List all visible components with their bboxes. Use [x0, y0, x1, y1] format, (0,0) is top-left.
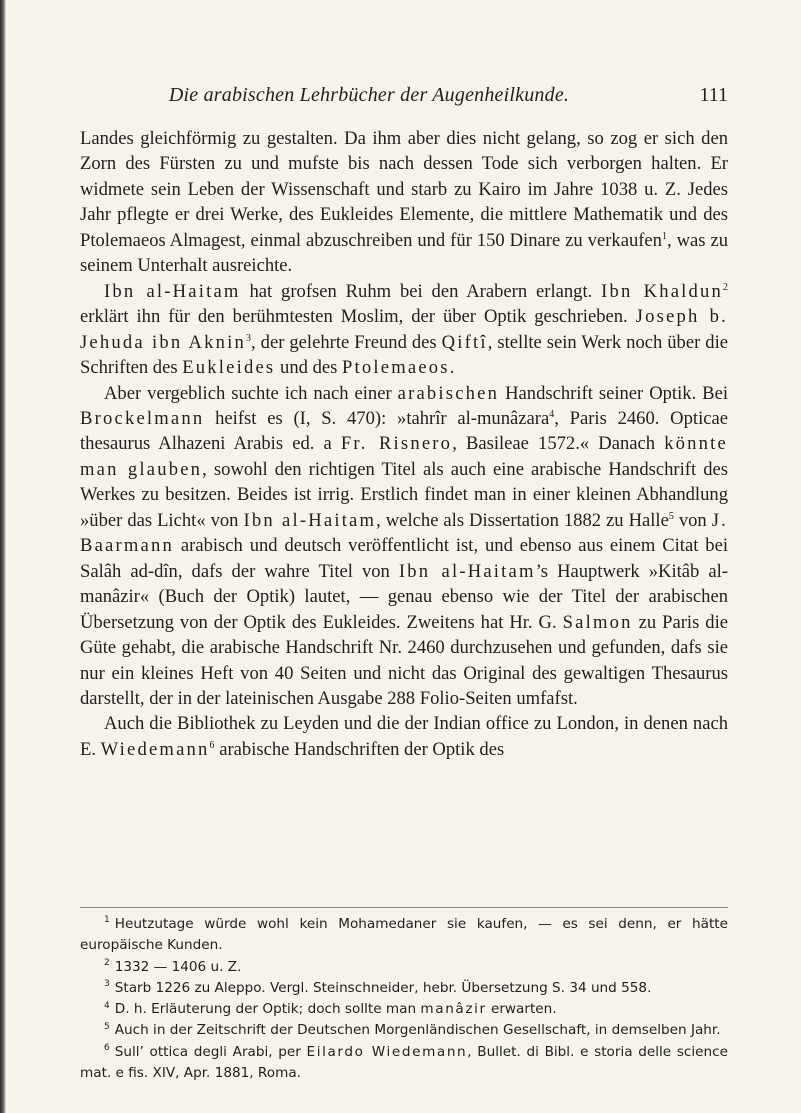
text-run: , Paris 2460. Opticae thesaurus Alhazeni Arabis ed. a [80, 407, 728, 455]
footnote-number: 5 [104, 1021, 110, 1032]
spaced-word: arabischen [397, 382, 500, 404]
text-run: , welche als Dissertation 1882 zu Halle [376, 509, 669, 531]
footnote-ref: 2 [723, 281, 729, 293]
footnote-1 [80, 914, 728, 957]
paragraph-4 [80, 711, 728, 762]
text-run: , sowohl den richtigen Titel als auch eine arabische Handschrift des Werkes zu besitzen. Beides ist irrig. Erstlich findet man in einer kleinen Abhandlung »über das Licht« von [80, 458, 728, 531]
footnote-text: Starb 1226 zu Aleppo. Vergl. Steinschneider, hebr. Übersetzung S. 34 und 558. [114, 979, 652, 996]
spaced-name: Joseph b. Jehuda ibn Aknin [80, 306, 728, 353]
footnote-ref: 4 [549, 408, 555, 420]
text-run: , Basileae 1572.« Danach [452, 433, 665, 455]
page-number: 111 [699, 84, 728, 106]
page-binding-edge [0, 0, 6, 1113]
footnote-number: 2 [104, 958, 110, 969]
text-run: und des [275, 357, 342, 379]
footnote-number: 3 [104, 979, 110, 990]
footnote-3 [80, 978, 728, 999]
spaced-name: Qiftî [441, 331, 488, 353]
paragraph-3 [80, 381, 728, 712]
footnotes [80, 914, 728, 1084]
text-run: Aber vergeblich suchte ich nach einer [104, 382, 398, 404]
footnote-ref: 3 [246, 332, 252, 344]
text-run: arabisch und deutsch veröffentlicht ist, und ebenso aus einem Citat bei Salâh ad-dîn, dafs der wahre Titel von [80, 535, 728, 582]
footnote-text: Sull’ ottica degli Arabi, per [114, 1043, 307, 1060]
text-run: erklärt ihn für den berühmtesten Moslim, der über Optik geschrieben. [80, 306, 636, 328]
spaced-name: Ibn al-Haitam [104, 280, 241, 302]
footnote-text: D. h. Erläuterung der Optik; doch sollte man [114, 1001, 421, 1018]
footnote-6 [80, 1042, 728, 1085]
spaced-name: Salmon [562, 611, 633, 633]
spaced-name: Ibn Khaldun [601, 280, 724, 302]
text-run: . [449, 357, 455, 379]
paragraph-2 [80, 279, 728, 381]
footnote-2 [80, 957, 728, 978]
footnote-number: 4 [104, 1000, 110, 1011]
text-run: zu Paris die Güte gehabt, die arabische Handschrift Nr. 2460 durchzusehen und gefunden, dafs sie nur ein kleines Heft von 40 Seiten und nicht das Original des gewaltigen Thesaurus darstellt, der in der lateinischen Ausgabe 288 Folio-Seiten umfafst. [80, 611, 728, 709]
text-run: , was zu seinem Unterhalt ausreichte. [80, 229, 728, 277]
paragraph-1 [80, 126, 728, 279]
spaced-name: Ibn al-Haitam [243, 509, 377, 531]
spaced-name: Eukleides [182, 357, 276, 379]
footnote-text: Auch in der Zeitschrift der Deutschen Morgenländischen Gesellschaft, in demselben Jahr. [114, 1022, 721, 1039]
text-run: Auch die Bibliothek zu Leyden und die der Indian office zu London, in denen nach E. [80, 713, 728, 760]
footnote-4 [80, 999, 728, 1020]
text-run: von [673, 509, 712, 531]
footnote-text: , Bullet. di Bibl. e storia delle science mat. e fis. XIV, Apr. 1881, Roma. [80, 1043, 728, 1082]
text-run: hat grofsen Ruhm bei den Arabern erlangt. [240, 280, 602, 302]
text-run: , stellte sein Werk noch über die Schriften des [80, 331, 728, 379]
text-run: ’s Hauptwerk »Kitâb al-manâzir« (Buch der Optik) lautet, — genau ebenso wie der Titel der arabischen Übersetzung von der Optik des Eukleides. Zweitens hat Hr. G. [80, 560, 728, 633]
spaced-name: Ptolemaeos [342, 357, 450, 379]
spaced-word: manâzir [420, 1001, 487, 1018]
spaced-name: Ibn al-Haitam [398, 560, 536, 582]
text-run: Landes gleichförmig zu gestalten. Da ihm aber dies nicht gelang, so zog er sich den Zorn des Fürsten zu und mufste bis nach dessen Tode sich verborgen halten. Er widmete sein Leben der Wissenschaft und starb zu Kairo im Jahre 1038 u. Z. Jedes Jahr pflegte er drei Werke, des Eukleides Elemente, die mittlere Mathematik und des Ptolemaeos Almagest, einmal abzuschreiben und für 150 Dinare zu verkaufen [80, 128, 728, 251]
footnote-ref: 1 [661, 230, 667, 242]
footnote-ref: 6 [209, 739, 215, 751]
footnote-number: 1 [104, 915, 110, 926]
running-title: Die arabischen Lehrbücher der Augenheilkunde. [168, 84, 570, 106]
spaced-name: Wiedemann [100, 738, 210, 760]
footnote-text: 1332 — 1406 u. Z. [114, 958, 242, 975]
footnote-5 [80, 1020, 728, 1041]
spaced-name: Eilardo Wiedemann [306, 1043, 468, 1060]
main-text [80, 126, 728, 762]
footnote-number: 6 [104, 1043, 110, 1054]
spaced-name: Fr. Risnero [340, 433, 453, 455]
spaced-phrase: könnte man glauben [80, 433, 728, 480]
footnote-text: Heutzutage würde wohl kein Mohamedaner sie kaufen, — es sei denn, er hätte europäische Kunden. [80, 916, 728, 954]
footnote-rule [80, 907, 728, 908]
text-run: heifst es (I, S. 470): »tahrîr al-munâzara [204, 407, 550, 429]
spaced-name: J. Baarmann [80, 509, 729, 557]
footnote-text: erwarten. [486, 1001, 557, 1018]
text-run: arabische Handschriften der Optik des [214, 738, 505, 760]
running-header [80, 84, 728, 114]
text-run: , der gelehrte Freund des [251, 331, 442, 353]
spaced-name: Brockelmann [80, 407, 205, 429]
text-run: Handschrift seiner Optik. Bei [499, 382, 729, 404]
footnote-ref: 5 [668, 510, 674, 522]
